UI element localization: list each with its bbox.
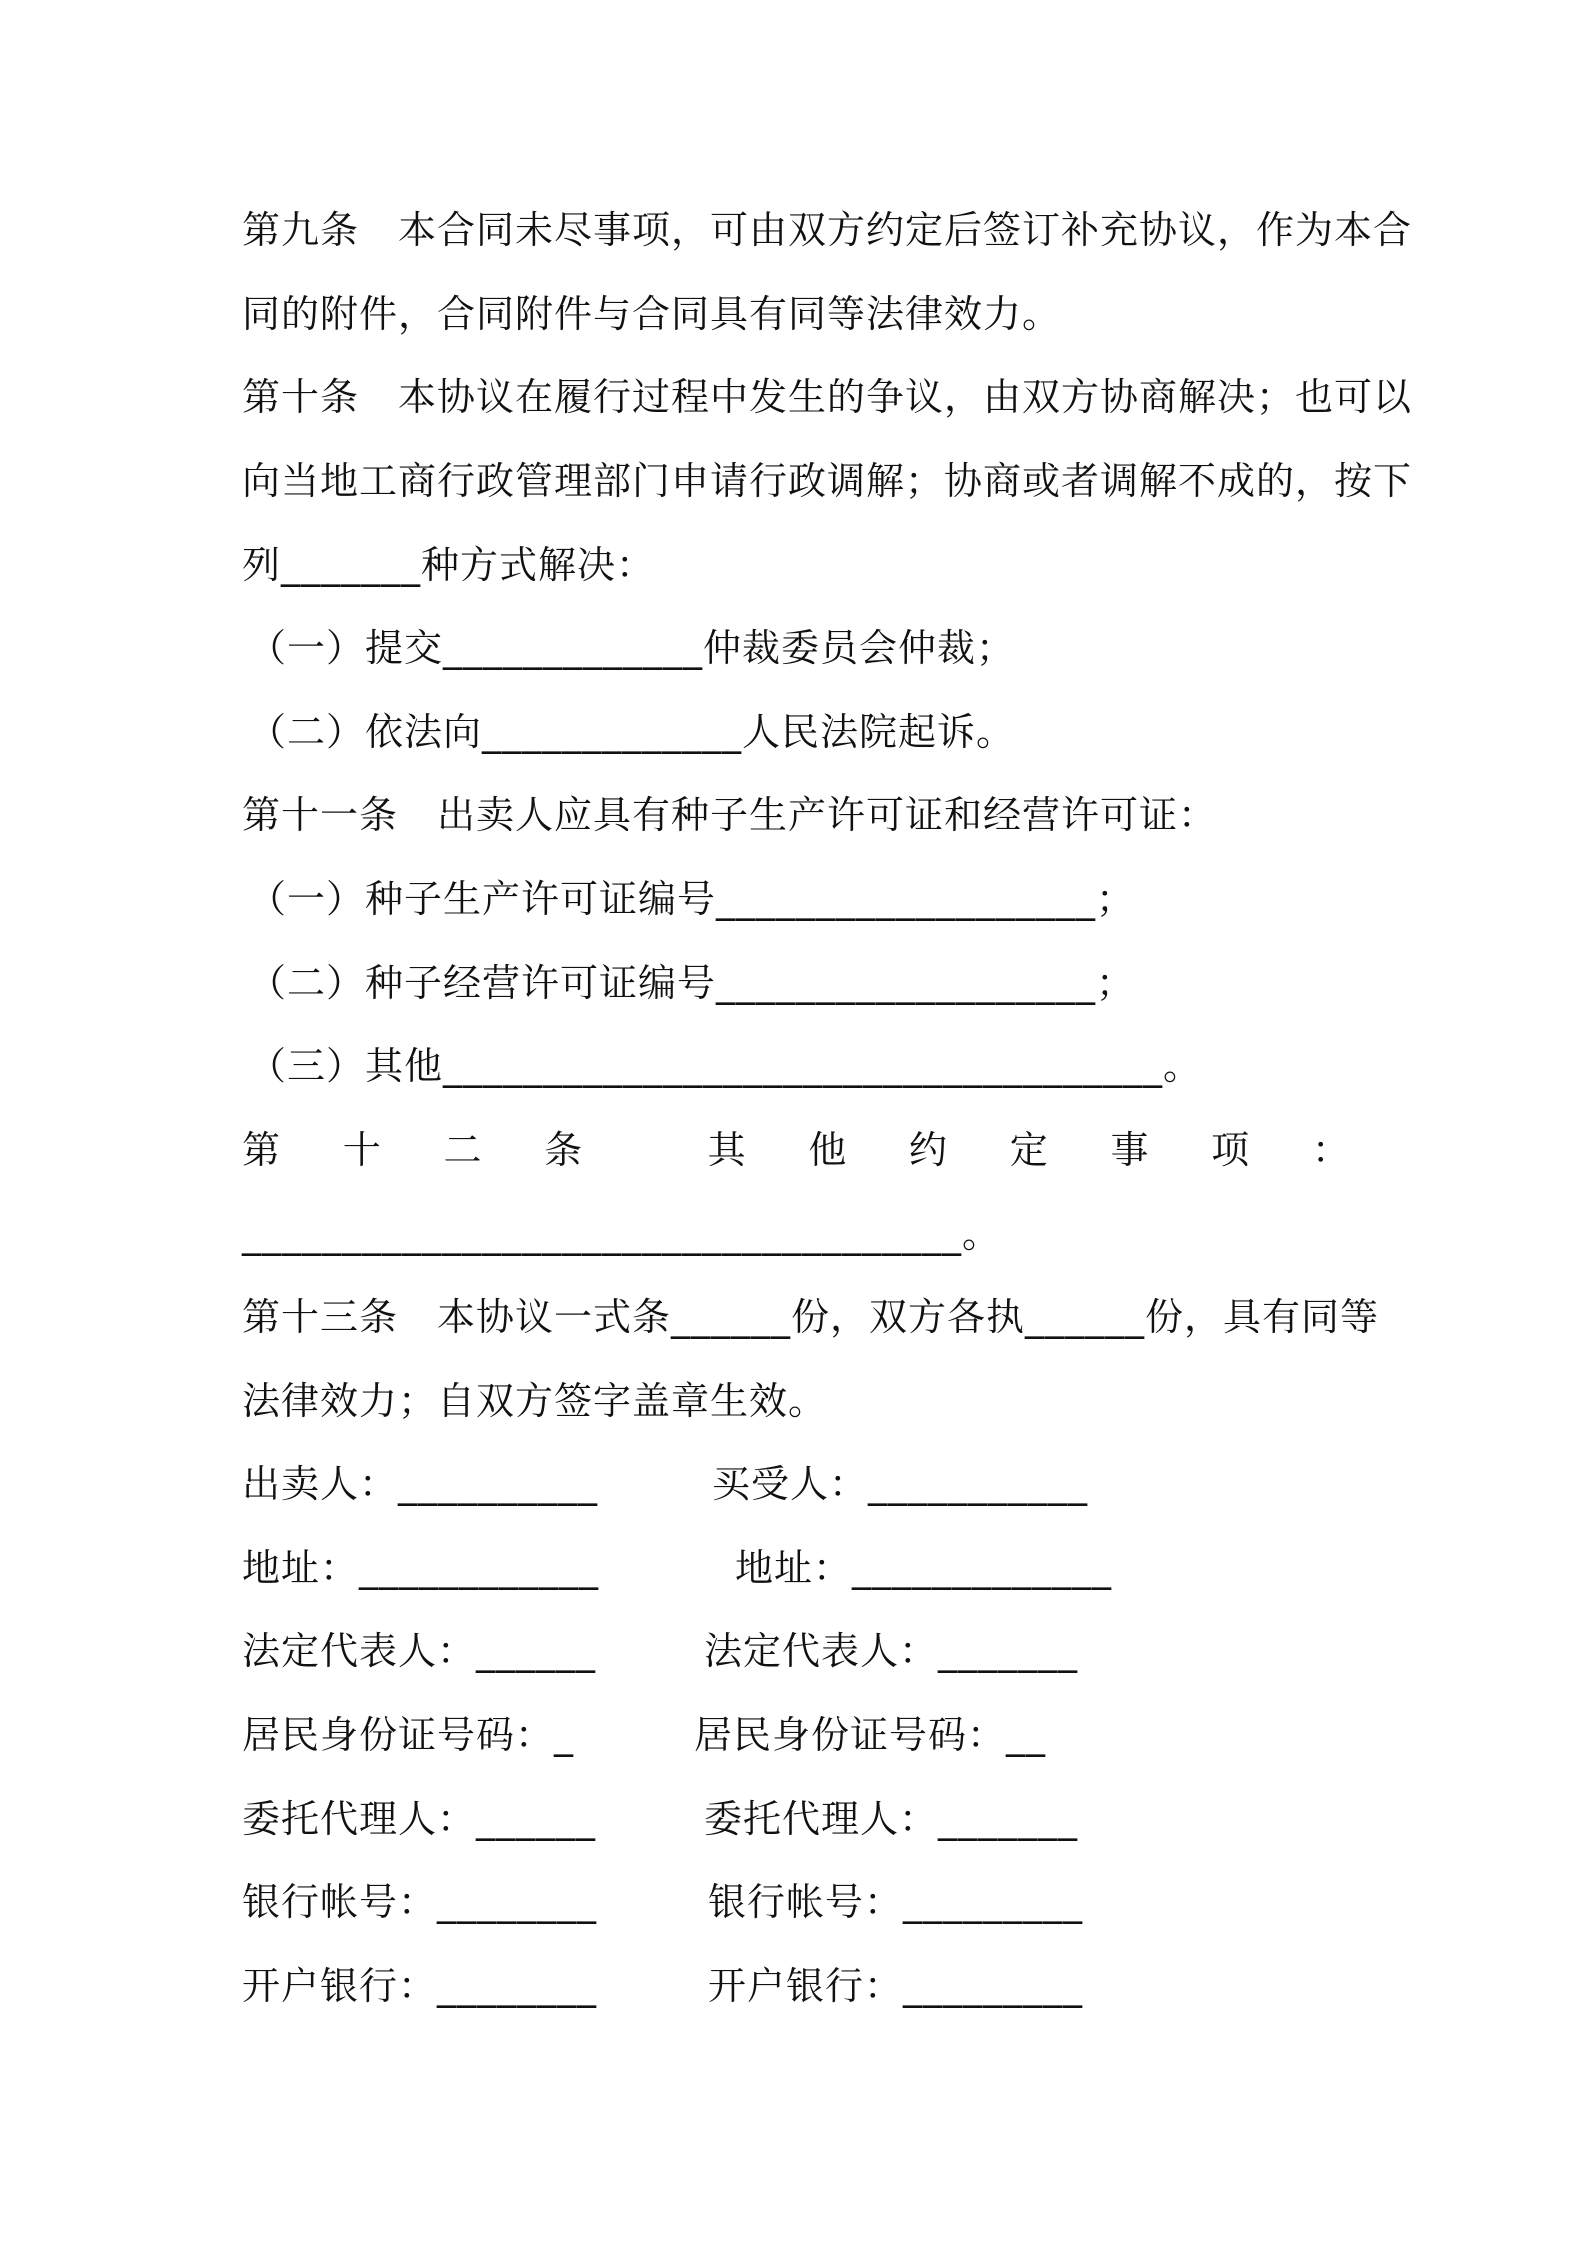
article-12-char: 定 [1009,1128,1048,1172]
seller-legal-rep-field: 法定代表人：______ [242,1629,597,1673]
article-12-char: 条 [544,1128,583,1172]
article-12-char: 二 [443,1128,482,1172]
article-11-item-1: （一）种子生产许可证编号___________________； [248,877,1136,921]
article-10-line-3: 列_______种方式解决： [242,543,656,587]
seller-bank-account-field: 银行帐号：________ [242,1880,598,1924]
seller-address-field: 地址：____________ [242,1546,600,1590]
buyer-bank-name-field: 开户银行：_________ [708,1964,1084,2008]
seller-id-number-field: 居民身份证号码：_ [242,1713,575,1757]
article-12-char: 事 [1110,1128,1149,1172]
article-10-line-2: 向当地工商行政管理部门申请行政调解；协商或者调解不成的，按下 [242,459,1413,503]
article-13-line-2: 法律效力；自双方签字盖章生效。 [242,1379,828,1423]
article-12-char: 其 [707,1128,746,1172]
article-11-line-1: 第十一条 出卖人应具有种子生产许可证和经营许可证： [242,793,1218,837]
seller-bank-name-field: 开户银行：________ [242,1964,598,2008]
buyer-address-field: 地址：_____________ [735,1546,1113,1590]
article-10-line-1: 第十条 本协议在履行过程中发生的争议，由双方协商解决；也可以 [242,375,1413,419]
buyer-name-field: 买受人：___________ [712,1462,1089,1506]
article-12-line-2: ____________________________________。 [242,1212,1002,1256]
seller-agent-field: 委托代理人：______ [242,1797,597,1841]
buyer-agent-field: 委托代理人：_______ [704,1797,1079,1841]
buyer-bank-account-field: 银行帐号：_________ [708,1880,1084,1924]
article-12-char: 他 [808,1128,847,1172]
article-12-line-1 [242,1125,1350,1175]
article-9-line-1: 第九条 本合同未尽事项，可由双方约定后签订补充协议，作为本合 [242,208,1413,252]
article-10-item-2: （二）依法向_____________人民法院起诉。 [248,710,1016,754]
article-12-char: 项 [1211,1128,1250,1172]
article-9-line-2: 同的附件，合同附件与合同具有同等法律效力。 [242,292,1062,336]
buyer-id-number-field: 居民身份证号码：__ [694,1713,1047,1757]
article-12-char: 第 [242,1128,281,1172]
article-12-char: ： [1311,1128,1350,1172]
article-10-item-1: （一）提交_____________仲裁委员会仲裁； [248,626,1016,670]
article-11-item-3: （三）其他____________________________________。 [248,1044,1203,1088]
article-12-char: 约 [909,1128,948,1172]
seller-name-field: 出卖人：__________ [242,1462,599,1506]
buyer-legal-rep-field: 法定代表人：_______ [704,1629,1079,1673]
article-13-line-1: 第十三条 本协议一式条______份，双方各执______份，具有同等 [242,1295,1380,1339]
article-11-item-2: （二）种子经营许可证编号___________________； [248,961,1136,1005]
article-12-char: 十 [342,1128,381,1172]
